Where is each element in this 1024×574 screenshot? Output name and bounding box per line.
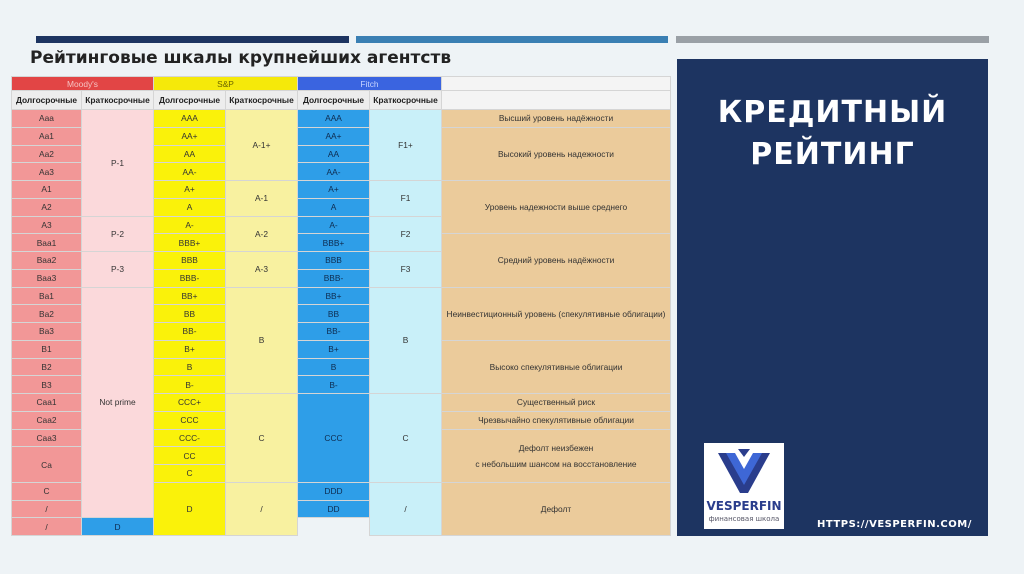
sp-long-header: Долгосрочные [154,91,226,110]
moodys-long-cell: C [12,482,82,500]
fitch-short-cell: C [370,394,442,483]
moodys-short-cell: P-3 [82,252,154,288]
sp-long-cell: CCC- [154,429,226,447]
sp-short-cell: / [226,482,298,535]
moodys-short-cell: P-2 [82,216,154,252]
fitch-long-cell: BB+ [298,287,370,305]
fitch-long-cell: B+ [298,340,370,358]
moodys-long-cell: Caa3 [12,429,82,447]
sp-long-cell: AA [154,145,226,163]
fitch-long-cell: AA [298,145,370,163]
panel-title [677,92,988,176]
fitch-long-cell: BBB+ [298,234,370,252]
desc-header-blank [442,91,671,110]
sp-short-cell: A-1 [226,181,298,217]
rating-scales-table [11,76,671,536]
agency-moodys: Moody's [12,77,154,91]
moodys-long-cell: Ca [12,447,82,483]
panel-title-line: РЕЙТИНГ [750,137,915,172]
sp-short-cell: B [226,287,298,394]
vesperfin-v-icon [704,443,784,499]
logo-name: VESPERFIN [706,499,782,513]
sp-long-cell: CC [154,447,226,465]
accent-bar-blue [356,36,668,43]
sp-short-cell: A-2 [226,216,298,252]
moodys-long-cell: Ba2 [12,305,82,323]
moodys-long-header: Долгосрочные [12,91,82,110]
moodys-long-cell: Aa1 [12,127,82,145]
fitch-long-cell: BBB- [298,269,370,287]
sp-long-cell: A- [154,216,226,234]
sp-long-cell: C [154,465,226,483]
sp-long-cell: B+ [154,340,226,358]
sp-long-cell: CCC+ [154,394,226,412]
desc-cell [442,429,671,482]
moodys-long-cell: B2 [12,358,82,376]
fitch-short-cell: F2 [370,216,442,252]
fitch-long-cell: A [298,198,370,216]
desc-cell: Дефолт [442,482,671,535]
vesperfin-logo [704,443,784,529]
moodys-long-cell: Ba3 [12,323,82,341]
moodys-long-cell: B3 [12,376,82,394]
slide-title: Рейтинговые шкалы крупнейших агентств [30,48,452,68]
moodys-long-cell: / [12,518,82,536]
moodys-short-cell: P-1 [82,110,154,217]
fitch-short-header: Краткосрочные [370,91,442,110]
moodys-long-cell: Baa2 [12,252,82,270]
fitch-long-cell: B [298,358,370,376]
header-blank [442,77,671,91]
desc-cell: Неинвестиционный уровень (спекулятивные облигации) [442,287,671,340]
fitch-long-cell: DD [298,500,370,518]
desc-cell: Высокий уровень надежности [442,127,671,180]
sp-short-header: Краткосрочные [226,91,298,110]
desc-cell: Уровень надежности выше среднего [442,181,671,234]
moodys-long-cell: B1 [12,340,82,358]
accent-bar-dark [36,36,349,43]
fitch-long-cell: A+ [298,181,370,199]
fitch-long-cell: A- [298,216,370,234]
moodys-long-cell: Baa3 [12,269,82,287]
fitch-long-cell: BB- [298,323,370,341]
desc-cell: Чрезвычайно спекулятивные облигации [442,411,671,429]
sp-long-cell: A [154,198,226,216]
sp-long-cell: BB+ [154,287,226,305]
sp-short-cell: A-1+ [226,110,298,181]
desc-cell: Существенный риск [442,394,671,412]
sp-short-cell: C [226,394,298,483]
fitch-short-cell: F1 [370,181,442,217]
moodys-long-cell: Aaa [12,110,82,128]
fitch-long-cell: BBB [298,252,370,270]
fitch-long-cell: CCC [298,394,370,483]
desc-cell: Высший уровень надёжности [442,110,671,128]
fitch-short-cell: F1+ [370,110,442,181]
sp-long-cell: AAA [154,110,226,128]
sp-long-cell: B- [154,376,226,394]
sp-long-cell: BBB [154,252,226,270]
sp-long-cell: AA- [154,163,226,181]
accent-bar-gray [676,36,989,43]
desc-line: с небольшим шансом на восстановление [475,458,637,469]
moodys-long-cell: / [12,500,82,518]
moodys-long-cell: A2 [12,198,82,216]
sp-long-cell: B [154,358,226,376]
desc-line: Дефолт неизбежен [518,442,594,453]
fitch-short-cell: B [370,287,442,394]
moodys-long-cell: A3 [12,216,82,234]
desc-cell: Средний уровень надёжности [442,234,671,287]
sp-long-cell: AA+ [154,127,226,145]
fitch-short-cell: F3 [370,252,442,288]
moodys-long-cell: A1 [12,181,82,199]
moodys-long-cell: Baa1 [12,234,82,252]
fitch-long-cell: AAA [298,110,370,128]
title-panel [677,59,988,536]
moodys-short-cell: Not prime [82,287,154,518]
fitch-long-cell: D [82,518,154,536]
agency-fitch: Fitch [298,77,442,91]
sp-long-cell: D [154,482,226,535]
moodys-long-cell: Aa3 [12,163,82,181]
fitch-long-cell: B- [298,376,370,394]
fitch-long-cell: AA- [298,163,370,181]
fitch-long-cell: BB [298,305,370,323]
sp-long-cell: BBB- [154,269,226,287]
sp-long-cell: BB- [154,323,226,341]
fitch-short-cell: / [370,482,442,535]
agency-sp: S&P [154,77,298,91]
sp-long-cell: BB [154,305,226,323]
fitch-long-cell: DDD [298,482,370,500]
desc-cell: Высоко спекулятивные облигации [442,340,671,393]
sp-short-cell: A-3 [226,252,298,288]
sp-long-cell: A+ [154,181,226,199]
moodys-long-cell: Aa2 [12,145,82,163]
panel-title-line: КРЕДИТНЫЙ [717,95,948,130]
sp-long-cell: CCC [154,411,226,429]
fitch-long-cell: AA+ [298,127,370,145]
moodys-long-cell: Caa2 [12,411,82,429]
moodys-short-header: Краткосрочные [82,91,154,110]
moodys-long-cell: Caa1 [12,394,82,412]
fitch-long-header: Долгосрочные [298,91,370,110]
website-link[interactable]: HTTPS://VESPERFIN.COM/ [817,519,972,530]
moodys-long-cell: Ba1 [12,287,82,305]
logo-subtitle: финансовая школа [708,515,780,523]
sp-long-cell: BBB+ [154,234,226,252]
